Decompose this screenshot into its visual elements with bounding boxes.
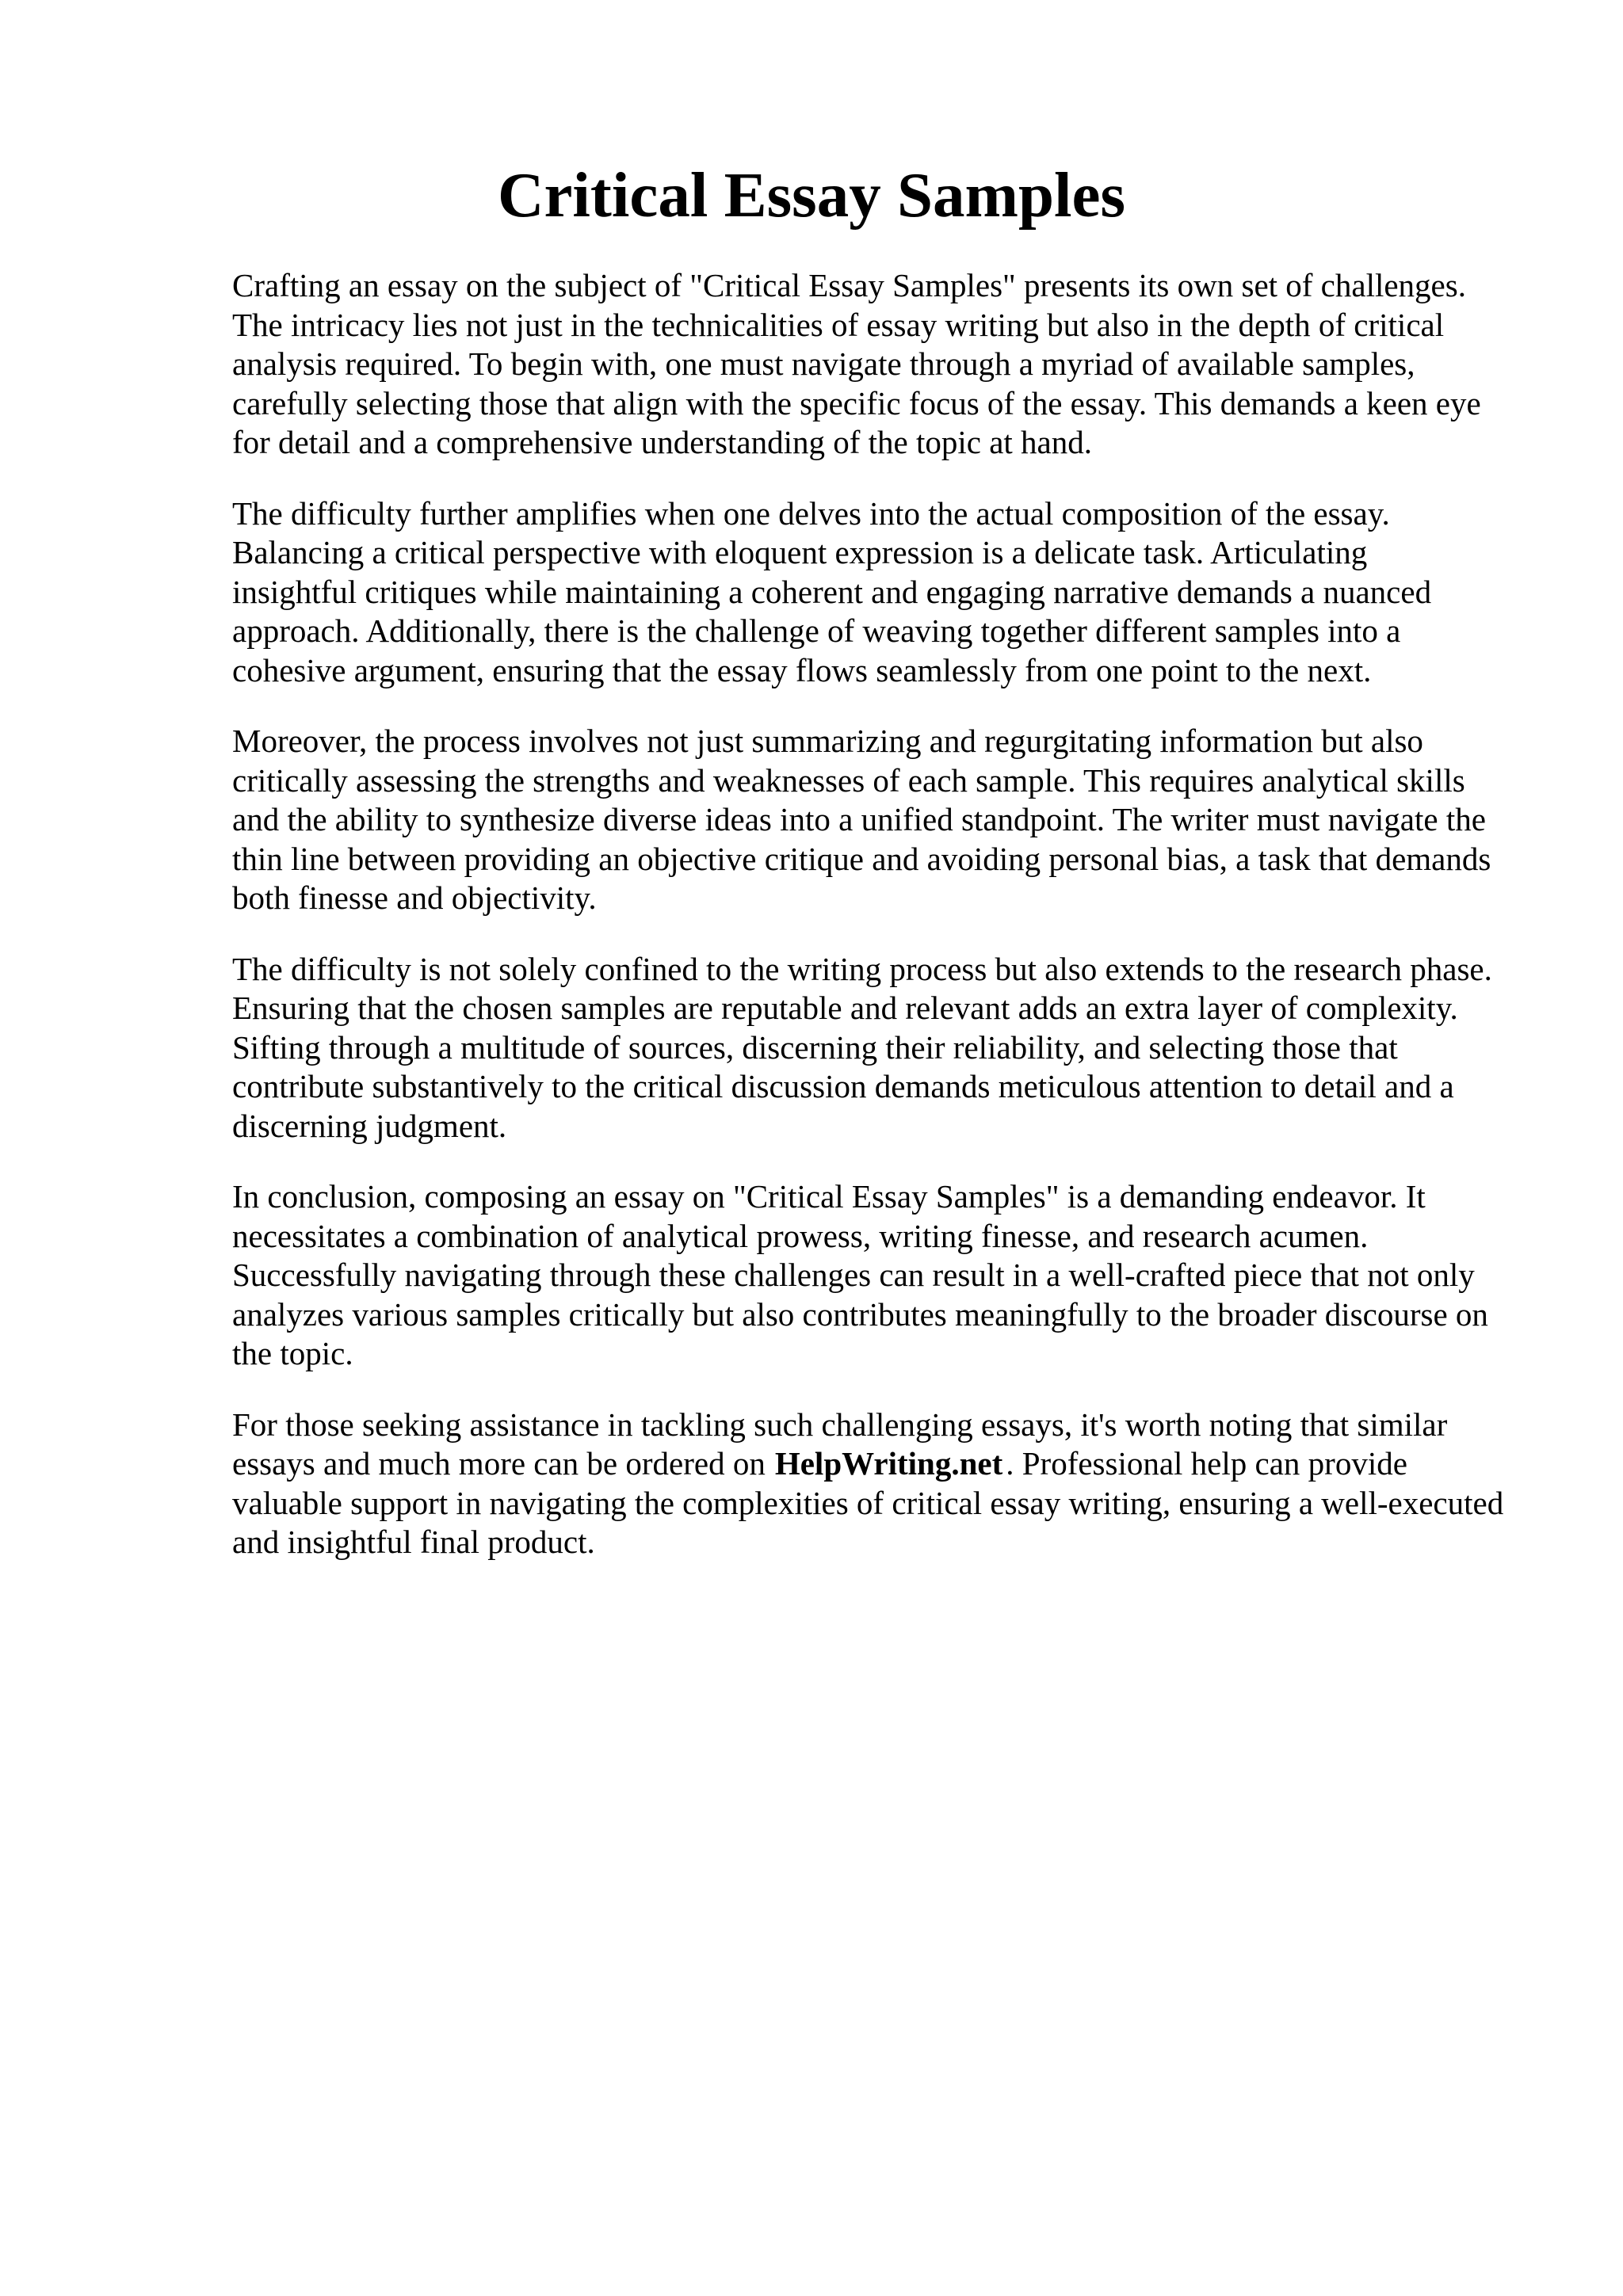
paragraph-line: The difficulty further amplifies when one delves into the actual composition of the essay. bbox=[232, 494, 1390, 532]
paragraph-line: The intricacy lies not just in the technicalities of essay writing but also in the depth of critical bbox=[232, 306, 1445, 343]
paragraph-line: valuable support in navigating the complexities of critical essay writing, ensuring a well-executed bbox=[232, 1484, 1504, 1521]
paragraph-line: and the ability to synthesize diverse ideas into a unified standpoint. The writer must navigate the bbox=[232, 801, 1486, 837]
closing-text-before-brand: essays and much more can be ordered on bbox=[232, 1445, 766, 1482]
paragraph-line: the topic. bbox=[232, 1335, 353, 1371]
paragraph-4 bbox=[232, 950, 1532, 1146]
essay-body bbox=[232, 266, 1532, 1594]
paragraph-line: Balancing a critical perspective with eloquent expression is a delicate task. Articulating bbox=[232, 534, 1368, 570]
paragraph-line: Sifting through a multitude of sources, discerning their reliability, and selecting those that bbox=[232, 1028, 1398, 1066]
closing-text-after-brand: . Professional help can provide bbox=[1006, 1445, 1407, 1482]
paragraph-line: carefully selecting those that align with the specific focus of the essay. This demands a keen eye bbox=[232, 384, 1481, 421]
paragraph-line: both finesse and objectivity. bbox=[232, 879, 597, 916]
closing-paragraph bbox=[232, 1405, 1532, 1562]
paragraph-line: Successfully navigating through these challenges can result in a well-crafted piece that not only bbox=[232, 1257, 1475, 1293]
paragraph-line: contribute substantively to the critical discussion demands meticulous attention to detail and a bbox=[232, 1068, 1454, 1104]
paragraph-line: approach. Additionally, there is the challenge of weaving together different samples into a bbox=[232, 612, 1401, 649]
paragraph-line: and insightful final product. bbox=[232, 1524, 595, 1560]
page-title: Critical Essay Samples bbox=[497, 159, 1125, 231]
paragraph-3 bbox=[232, 722, 1532, 918]
paragraph-line: discerning judgment. bbox=[232, 1107, 507, 1144]
brand-name: HelpWriting.net bbox=[774, 1445, 1003, 1482]
paragraph-line bbox=[232, 1444, 1532, 1484]
paragraph-line: cohesive argument, ensuring that the essay flows seamlessly from one point to the next. bbox=[232, 651, 1372, 688]
paragraph-5 bbox=[232, 1177, 1532, 1374]
paragraph-line: critically assessing the strengths and weaknesses of each sample. This requires analytical skills bbox=[232, 761, 1465, 799]
paragraph-line: insightful critiques while maintaining a coherent and engaging narrative demands a nuanced bbox=[232, 573, 1432, 610]
paragraph-line: In conclusion, composing an essay on "Critical Essay Samples" is a demanding endeavor. It bbox=[232, 1178, 1426, 1215]
paragraph-line: analysis required. To begin with, one must navigate through a myriad of available samples, bbox=[232, 345, 1415, 382]
paragraph-line: analyzes various samples critically but also contributes meaningfully to the broader discourse on bbox=[232, 1295, 1488, 1333]
paragraph-line: Crafting an essay on the subject of "Critical Essay Samples" presents its own set of challenges. bbox=[232, 267, 1466, 303]
paragraph-line: for detail and a comprehensive understanding of the topic at hand. bbox=[232, 424, 1092, 460]
paragraph-line: thin line between providing an objective critique and avoiding personal bias, a task that demands bbox=[232, 840, 1491, 877]
paragraph-line: Ensuring that the chosen samples are reputable and relevant adds an extra layer of complexity. bbox=[232, 990, 1458, 1026]
paragraph-line: necessitates a combination of analytical prowess, writing finesse, and research acumen. bbox=[232, 1217, 1369, 1254]
paragraph-2 bbox=[232, 494, 1532, 691]
paragraph-line: For those seeking assistance in tackling such challenging essays, it's worth noting that similar bbox=[232, 1405, 1448, 1443]
paragraph-1 bbox=[232, 266, 1532, 463]
paragraph-line: Moreover, the process involves not just summarizing and regurgitating information but also bbox=[232, 723, 1423, 759]
paragraph-line: The difficulty is not solely confined to the writing process but also extends to the research phase. bbox=[232, 950, 1492, 987]
